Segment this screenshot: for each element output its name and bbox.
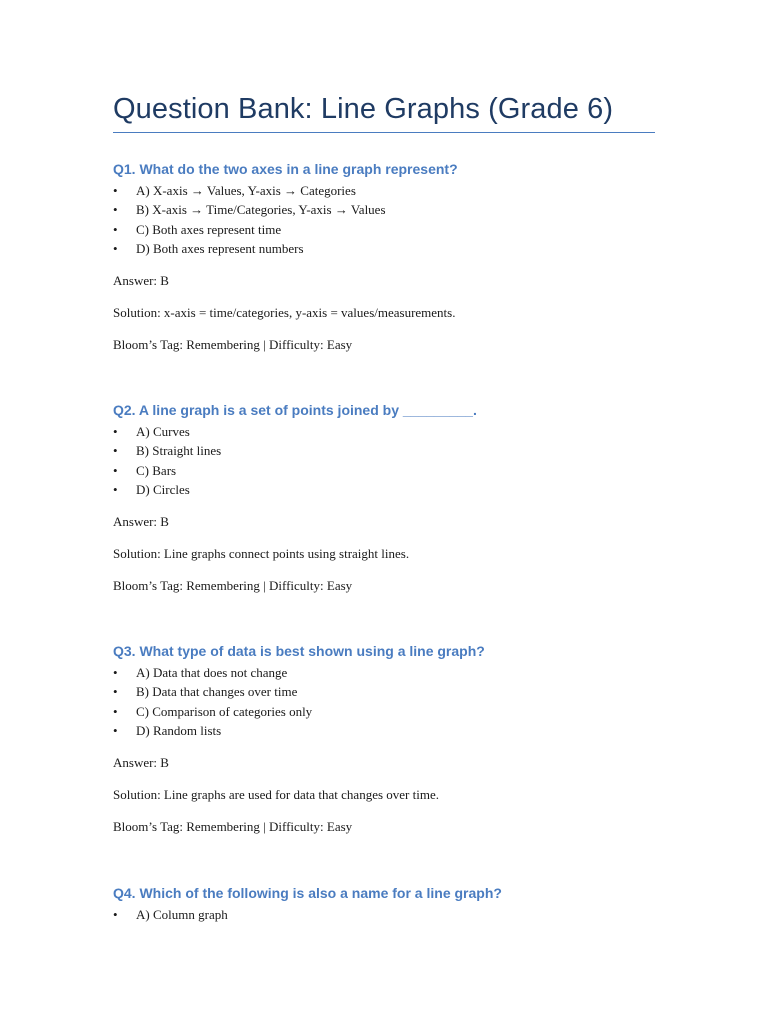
question-4 (113, 885, 655, 924)
question-heading: Q3. What type of data is best shown using a line graph? (113, 643, 485, 659)
option-item (113, 682, 655, 701)
blooms-tag-text: Bloom’s Tag: Remembering | Difficulty: Easy (113, 337, 353, 352)
blooms-tag-text: Bloom’s Tag: Remembering | Difficulty: Easy (113, 819, 353, 834)
answer-text: Answer: B (113, 514, 169, 529)
option-item (113, 480, 655, 499)
bullet-icon: • (113, 240, 118, 256)
option-text: C) Comparison of categories only (136, 703, 313, 719)
option-item (113, 181, 655, 200)
option-text: D) Circles (136, 481, 190, 497)
option-item (113, 441, 655, 460)
option-text: D) Both axes represent numbers (136, 240, 304, 256)
option-text: B) Straight lines (136, 443, 222, 459)
bullet-icon: • (113, 462, 118, 478)
question-1 (113, 161, 655, 352)
question-heading: Q2. A line graph is a set of points joined by _________. (113, 402, 477, 418)
question-2 (113, 402, 655, 593)
option-item (113, 220, 655, 239)
bullet-icon: • (113, 703, 118, 719)
option-text: A) X-axis → Values, Y-axis → Categories (136, 183, 356, 198)
option-text: D) Random lists (136, 722, 222, 738)
solution-text: Solution: Line graphs are used for data that changes over time. (113, 787, 439, 802)
option-item (113, 905, 655, 924)
options-list (113, 422, 655, 499)
option-item (113, 422, 655, 441)
option-text: B) Data that changes over time (136, 684, 298, 700)
bullet-icon: • (113, 424, 118, 439)
blooms-tag-text: Bloom’s Tag: Remembering | Difficulty: Easy (113, 578, 353, 593)
document-page (113, 93, 655, 922)
bullet-icon: • (113, 907, 118, 922)
question-3 (113, 643, 655, 834)
document-title: Question Bank: Line Graphs (Grade 6) (113, 93, 655, 133)
option-text: A) Curves (136, 424, 190, 439)
options-list (113, 663, 655, 740)
solution-text: Solution: Line graphs connect points using straight lines. (113, 546, 410, 561)
option-item (113, 702, 655, 721)
question-heading: Q4. Which of the following is also a name for a line graph? (113, 885, 502, 901)
bullet-icon: • (113, 183, 118, 198)
answer-text: Answer: B (113, 273, 169, 288)
answer-text: Answer: B (113, 755, 169, 770)
bullet-icon: • (113, 221, 118, 237)
solution-text: Solution: x-axis = time/categories, y-axis = values/measurements. (113, 305, 456, 320)
option-item (113, 721, 655, 740)
option-text: A) Data that does not change (136, 665, 288, 680)
options-list (113, 181, 655, 258)
option-item (113, 461, 655, 480)
option-text: C) Bars (136, 462, 177, 478)
option-item (113, 200, 655, 219)
question-heading: Q1. What do the two axes in a line graph represent? (113, 161, 458, 177)
bullet-icon: • (113, 684, 118, 700)
bullet-icon: • (113, 443, 118, 459)
option-text: A) Column graph (136, 907, 228, 922)
option-text: B) X-axis → Time/Categories, Y-axis → Values (136, 202, 386, 218)
option-text: C) Both axes represent time (136, 221, 282, 237)
bullet-icon: • (113, 722, 118, 738)
bullet-icon: • (113, 481, 118, 497)
bullet-icon: • (113, 202, 118, 218)
option-item (113, 663, 655, 682)
options-list (113, 905, 655, 924)
bullet-icon: • (113, 665, 118, 680)
option-item (113, 239, 655, 258)
